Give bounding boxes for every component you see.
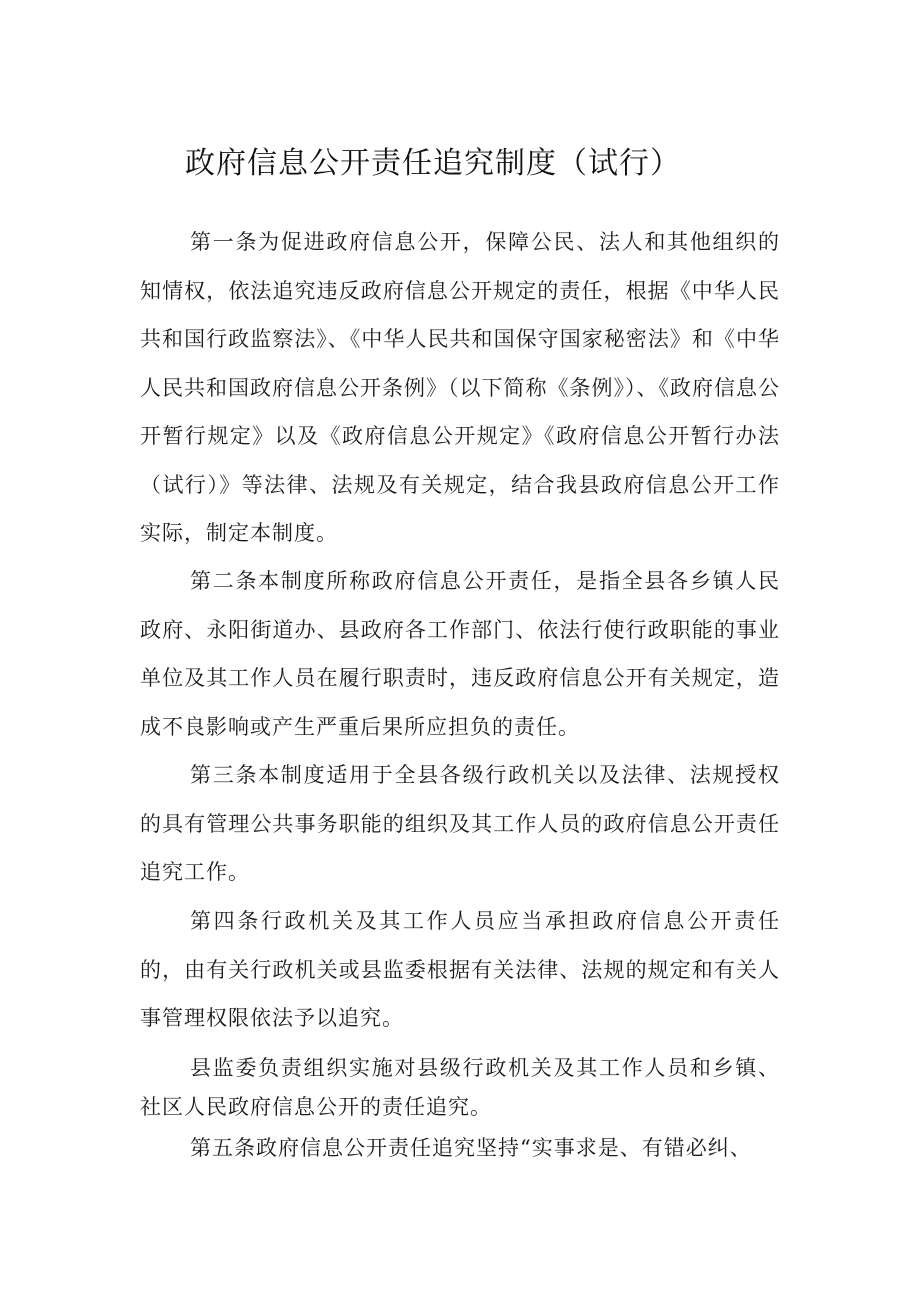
- document-title: 政府信息公开责任追究制度（试行）: [185, 146, 681, 181]
- article-4-paragraph: 第四条行政机关及其工作人员应当承担政府信息公开责任的，由有关行政机关或县监委根据有关法律、法规的规定和有关人事管理权限依法予以追究。: [140, 909, 780, 1030]
- county-supervision-paragraph: 县监委负责组织实施对县级行政机关及其工作人员和乡镇、社区人民政府信息公开的责任追究。: [140, 1056, 780, 1119]
- article-2-paragraph: 第二条本制度所称政府信息公开责任，是指全县各乡镇人民政府、永阳街道办、县政府各工作部门、依法行使行政职能的事业单位及其工作人员在履行职责时，违反政府信息公开有关规定，造成不良影响或产生严重后果所应担负的责任。: [140, 569, 780, 739]
- article-1-paragraph: 第一条为促进政府信息公开，保障公民、法人和其他组织的知情权，依法追究违反政府信息公开规定的责任，根据《中华人民共和国行政监察法》、《中华人民共和国保守国家秘密法》和《中华人民共和国政府信息公开条例》（以下简称《条例》）、《政府信息公开暂行规定》以及《政府信息公开规定》《政府信息公开暂行办法（试行）》等法律、法规及有关规定，结合我县政府信息公开工作实际，制定本制度。: [140, 230, 780, 545]
- article-5-paragraph: 第五条政府信息公开责任追究坚持“实事求是、有错必纠、: [190, 1136, 752, 1160]
- article-3-paragraph: 第三条本制度适用于全县各级行政机关以及法律、法规授权的具有管理公共事务职能的组织及其工作人员的政府信息公开责任追究工作。: [140, 763, 780, 884]
